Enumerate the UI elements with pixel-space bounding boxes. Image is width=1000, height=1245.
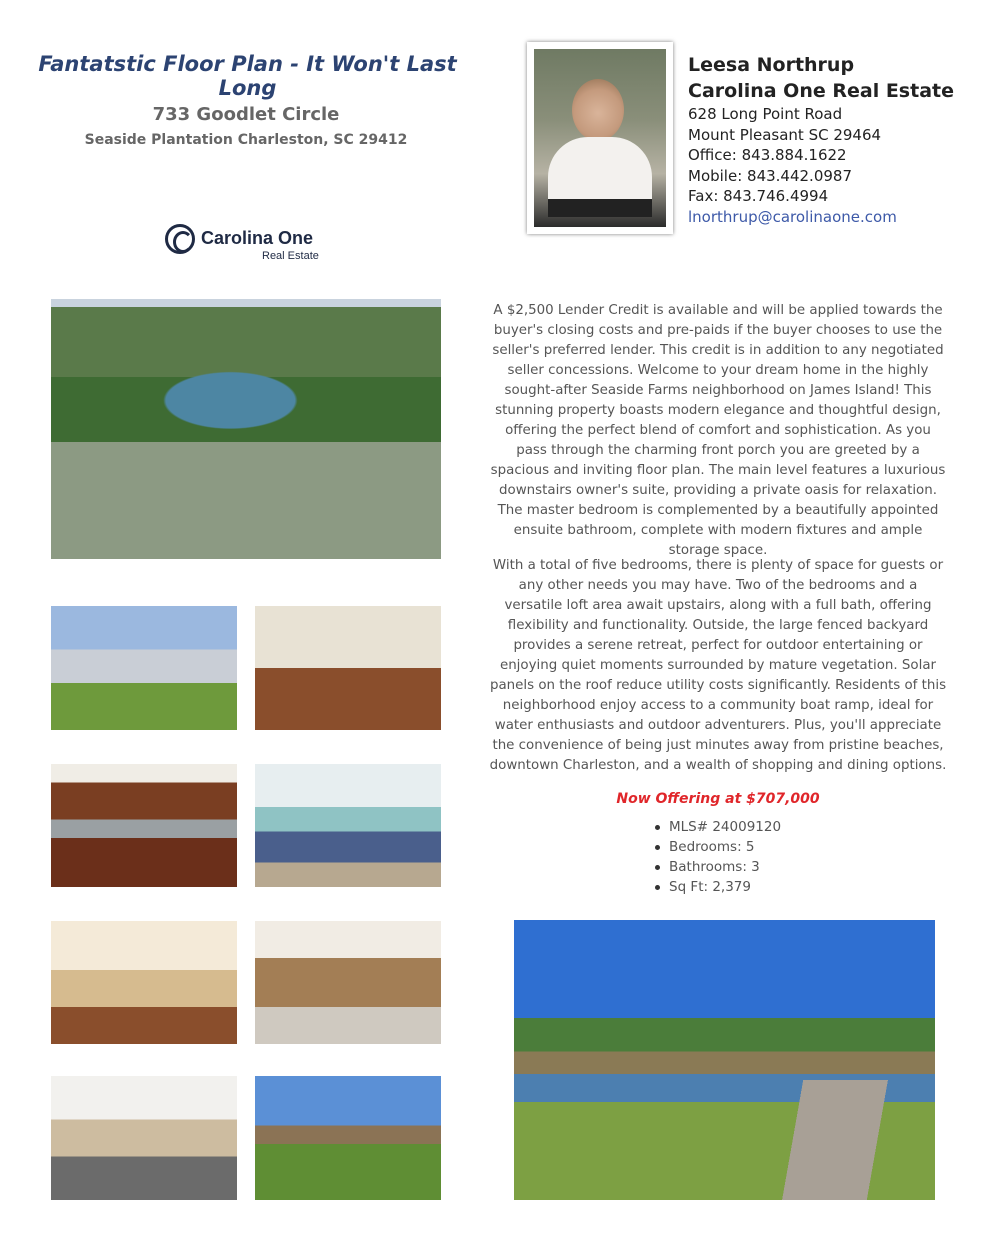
bedroom-photo [51, 921, 237, 1044]
list-item [655, 857, 781, 877]
backyard-photo [255, 1076, 441, 1200]
agent-fax: Fax: 843.746.4994 [688, 187, 829, 205]
logo-sub: Real Estate [262, 250, 319, 262]
bullet-icon [655, 865, 660, 870]
fact-mls: MLS# 24009120 [669, 819, 782, 835]
front-exterior-photo [51, 606, 237, 730]
agent-company: Carolina One Real Estate [688, 80, 954, 102]
fact-bedrooms: Bedrooms: 5 [669, 839, 755, 855]
aerial-neighborhood-photo [51, 299, 441, 559]
kitchen-photo [51, 764, 237, 887]
agent-street: 628 Long Point Road [688, 105, 843, 123]
list-item [655, 817, 781, 837]
agent-mobile-phone: Mobile: 843.442.0987 [688, 166, 852, 185]
property-city-line: Seaside Plantation Charleston, SC 29412 [84, 132, 408, 148]
property-facts-list [655, 817, 781, 897]
list-item [655, 837, 781, 857]
community-dock-photo [514, 920, 935, 1200]
office-room-photo [255, 921, 441, 1044]
description-paragraph: A $2,500 Lender Credit is available and will be applied towards the buyer's closing costs and pre-paids if the buyer chooses to use the seller's preferred lender. This credit is in addition to any negotiated seller concessions. Welcome to your dream home in the highly sought-after Seaside Farms neighborhood on James Island! This stunning property boasts modern elegance and thoughtful design, offering the perfect blend of comfort and sophistication. As you pass through the charming front porch you are greeted by a spacious and inviting floor plan. The main level features a luxurious downstairs owner's suite, providing a private oasis for relaxation. The master bedroom is complemented by a beautifully appointed ensuite bathroom, complete with modern fixtures and ample storage space. [490, 303, 946, 558]
agent-email-link[interactable]: lnorthrup@carolinaone.com [688, 207, 897, 226]
property-address: 733 Goodlet Circle [152, 104, 340, 125]
agent-name: Leesa Northrup [688, 54, 855, 76]
agent-office-phone: Office: 843.884.1622 [688, 146, 847, 164]
fact-sqft: Sq Ft: 2,379 [669, 879, 751, 895]
agent-contact-card [688, 52, 988, 228]
brokerage-logo [165, 224, 335, 268]
bullet-icon [655, 885, 660, 890]
upstairs-bedroom-photo [51, 1076, 237, 1200]
bullet-icon [655, 825, 660, 830]
logo-name: Carolina One [201, 228, 314, 248]
fact-bathrooms: Bathrooms: 3 [669, 859, 760, 875]
listing-headline: Fantatstic Floor Plan - It Won't Last Long [38, 52, 457, 100]
bullet-icon [655, 845, 660, 850]
master-bedroom-photo [255, 764, 441, 887]
price-offer: Now Offering at $707,000 [616, 791, 820, 807]
living-room-photo [255, 606, 441, 730]
description-paragraph: With a total of five bedrooms, there is plenty of space for guests or any other needs you may have. Two of the bedrooms and a versatile loft area await upstairs, along with a full bath, offering flexibility and functionality. Outside, the large fenced backyard provides a serene retreat, perfect for outdoor entertaining or enjoying quiet moments surrounded by mature vegetation. Solar panels on the roof reduce utility costs significantly. Residents of this neighborhood enjoy access to a community boat ramp, ideal for water enthusiasts and outdoor adventurers. Plus, you'll appreciate the convenience of being just minutes away from pristine beaches, downtown Charleston, and a wealth of shopping and dining options. [489, 558, 947, 773]
list-item [655, 877, 781, 897]
agent-city: Mount Pleasant SC 29464 [688, 125, 882, 144]
copyright-c-logo-icon [165, 224, 195, 254]
agent-photo [527, 42, 673, 234]
